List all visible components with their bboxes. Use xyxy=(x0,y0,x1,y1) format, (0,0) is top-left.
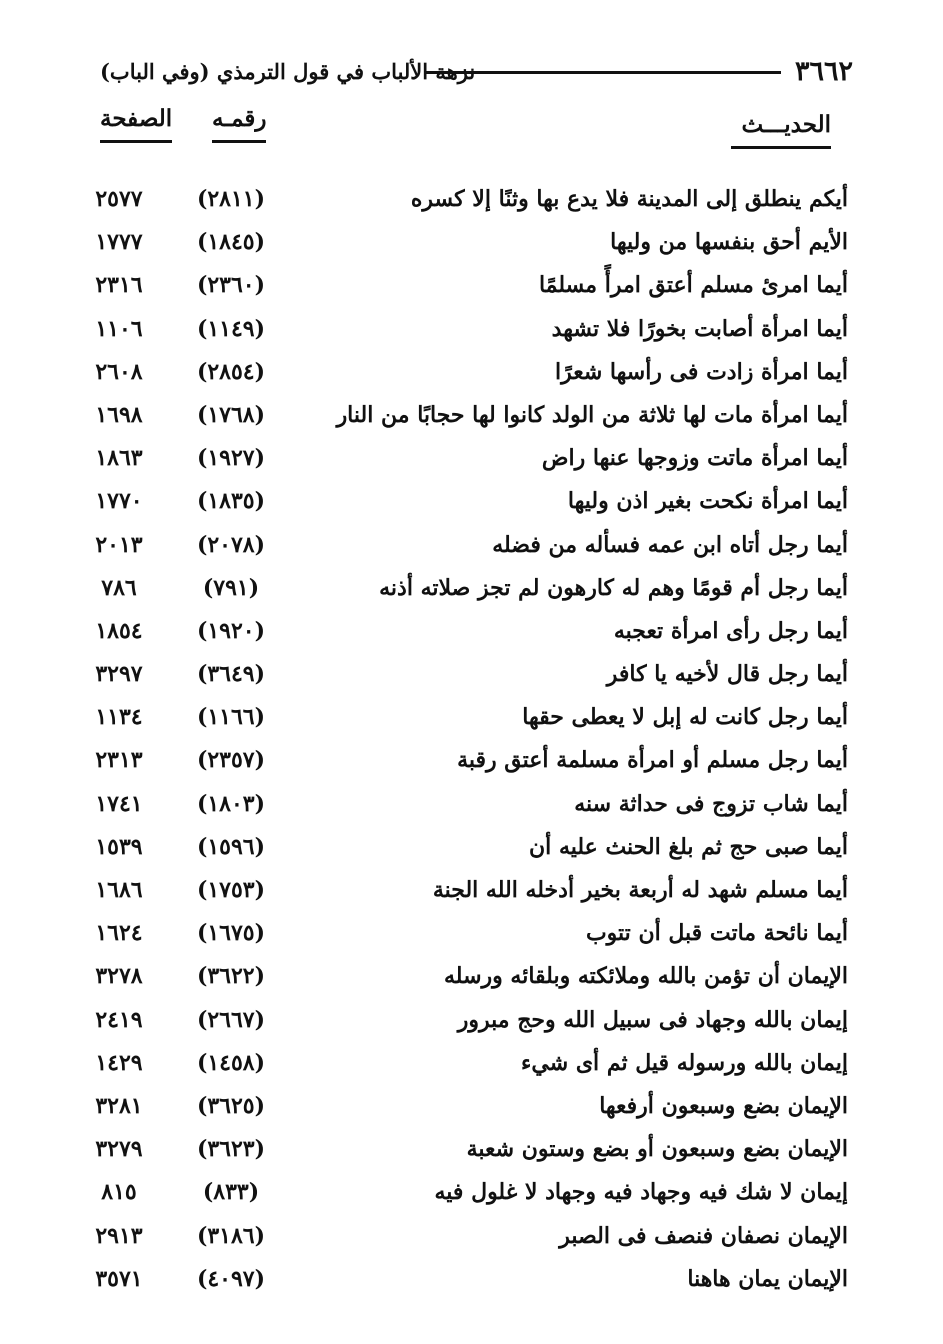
hadith-text: الإيمان بضع وسبعون أرفعها xyxy=(599,1092,848,1119)
hadith-number: (٢٣٥٧) xyxy=(196,747,266,774)
page-reference: ١٦٢٤ xyxy=(95,920,143,947)
index-entries xyxy=(0,178,943,1301)
page-reference: ٢٣١٣ xyxy=(95,747,143,774)
index-entry xyxy=(0,653,943,696)
hadith-text: أيما امرأة أصابت بخورًا فلا تشهد xyxy=(551,315,848,342)
hadith-number: (٨٣٣) xyxy=(202,1179,260,1206)
hadith-number: (٢٨٥٤) xyxy=(196,358,266,385)
page-number: ٣٦٦٢ xyxy=(794,56,853,87)
hadith-number: (٢٣٦٠) xyxy=(196,272,266,299)
header-rule xyxy=(425,71,781,74)
hadith-number: (٤٠٩٧) xyxy=(196,1265,266,1292)
hadith-number: (١٧٥٣) xyxy=(196,877,266,903)
page-reference: ٣٢٩٧ xyxy=(95,661,143,688)
page-reference: ٢٠١٣ xyxy=(95,531,143,558)
hadith-text: الإيمان بضع وسبعون أو بضع وستون شعبة xyxy=(466,1136,848,1163)
hadith-text: الأيم أحق بنفسها من وليها xyxy=(610,229,848,256)
page-reference: ١٤٢٩ xyxy=(95,1049,143,1076)
index-entry xyxy=(0,524,943,567)
page-reference: ١٥٣٩ xyxy=(95,833,143,860)
index-entry xyxy=(0,999,943,1042)
page-reference: ٣٢٧٨ xyxy=(95,963,143,990)
hadith-number: (٣٦٢٥) xyxy=(196,1092,266,1119)
page-reference: ١٦٨٦ xyxy=(95,877,143,903)
page-reference: ١٨٦٣ xyxy=(95,445,143,472)
index-entry xyxy=(0,912,943,955)
index-entry xyxy=(0,437,943,480)
page-reference: ٢٥٧٧ xyxy=(95,186,143,212)
hadith-number: (١٧٦٨) xyxy=(196,401,266,428)
index-entry xyxy=(0,480,943,523)
index-entry xyxy=(0,351,943,394)
hadith-text: الإيمان نصفان فنصف فى الصبر xyxy=(559,1222,848,1249)
hadith-text: أيكم ينطلق إلى المدينة فلا يدع بها وثنًا إلا كسره xyxy=(410,186,848,212)
index-entry xyxy=(0,696,943,739)
hadith-text: أيما شاب تزوج فى حداثة سنه xyxy=(574,790,848,817)
page-reference: ٢٩١٣ xyxy=(95,1222,143,1249)
hadith-number: (١٤٥٨) xyxy=(196,1049,266,1076)
page-reference: ٧٨٦ xyxy=(101,574,137,601)
index-entry xyxy=(0,1085,943,1128)
hadith-text: أيما امرأة ماتت وزوجها عنها راض xyxy=(541,445,848,472)
hadith-text: أيما رجل أم قومًا وهم له كارهون لم تجز صلاته أذنه xyxy=(379,574,848,601)
page-reference: ٨١٥ xyxy=(101,1179,137,1206)
hadith-text: أيما رجل أتاه ابن عمه فسأله من فضله xyxy=(492,531,848,558)
hadith-text: إيمان بالله ورسوله قيل ثم أى شيء xyxy=(521,1049,848,1076)
hadith-number: (١٨٣٥) xyxy=(196,488,266,515)
index-entry xyxy=(0,610,943,653)
hadith-number: (٢٠٧٨) xyxy=(196,531,266,558)
hadith-number: (٢٨١١) xyxy=(196,186,266,212)
index-entry xyxy=(0,221,943,264)
index-entry xyxy=(0,264,943,307)
page-reference: ١٨٥٤ xyxy=(95,617,143,644)
index-entry xyxy=(0,869,943,912)
page-reference: ١٧٧٧ xyxy=(95,229,143,256)
page-reference: ١٦٩٨ xyxy=(95,401,143,428)
hadith-text: أيما امرأة نكحت بغير اذن وليها xyxy=(567,488,848,515)
index-entry xyxy=(0,1128,943,1171)
index-entry xyxy=(0,308,943,351)
index-entry xyxy=(0,1042,943,1085)
hadith-number: (١١٤٩) xyxy=(196,315,266,342)
book-title: نزهة الألباب في قول الترمذي (وفي الباب) xyxy=(100,59,476,84)
hadith-text: أيما رجل قال لأخيه يا كافر xyxy=(606,661,848,688)
hadith-text: الإيمان أن تؤمن بالله وملائكته وبلقائه ورسله xyxy=(444,963,848,990)
index-entry xyxy=(0,394,943,437)
hadith-text: أيما رجل مسلم أو امرأة مسلمة أعتق رقبة xyxy=(457,747,848,774)
hadith-number: (١٩٢٠) xyxy=(196,617,266,644)
hadith-number: (٣٦٢٢) xyxy=(196,963,266,990)
hadith-number: (٣١٨٦) xyxy=(196,1222,266,1249)
hadith-text: أيما نائحة ماتت قبل أن تتوب xyxy=(585,920,848,947)
column-heading-number: رقمـه xyxy=(212,104,266,143)
page-reference: ٣٥٧١ xyxy=(95,1265,143,1292)
hadith-text: أيما امرأة مات لها ثلاثة من الولد كانوا لها حجابًا من النار xyxy=(336,401,848,428)
index-entry xyxy=(0,783,943,826)
page-reference: ٢٤١٩ xyxy=(95,1006,143,1033)
hadith-number: (١٥٩٦) xyxy=(196,833,266,860)
page-reference: ١١٠٦ xyxy=(95,315,143,342)
hadith-text: أيما امرأة زادت فى رأسها شعرًا xyxy=(554,358,848,385)
hadith-number: (١٦٧٥) xyxy=(196,920,266,947)
index-entry xyxy=(0,826,943,869)
index-entry xyxy=(0,567,943,610)
hadith-text: إيمان لا شك فيه وجهاد فيه وجهاد لا غلول فيه xyxy=(434,1179,848,1206)
page-reference: ١٧٤١ xyxy=(95,790,143,817)
page-reference: ٣٢٧٩ xyxy=(95,1136,143,1163)
page-reference: ١١٣٤ xyxy=(95,704,143,731)
index-entry xyxy=(0,1171,943,1214)
hadith-number: (٣٦٤٩) xyxy=(196,661,266,688)
index-entry xyxy=(0,955,943,998)
hadith-text: أيما رجل كانت له إبل لا يعطى حقها xyxy=(522,704,848,731)
hadith-text: الإيمان يمان هاهنا xyxy=(687,1265,848,1292)
hadith-text: إيمان بالله وجهاد فى سبيل الله وحج مبرور xyxy=(457,1006,848,1033)
page-reference: ٢٣١٦ xyxy=(95,272,143,299)
index-entry xyxy=(0,739,943,782)
index-entry xyxy=(0,178,943,221)
index-entry xyxy=(0,1215,943,1258)
column-heading-hadith: الحديـــث xyxy=(731,110,831,149)
hadith-number: (٧٩١) xyxy=(202,574,260,601)
hadith-text: أيما امرئ مسلم أعتق امرأً مسلمًا xyxy=(538,272,848,299)
hadith-text: أيما رجل رأى امرأة تعجبه xyxy=(613,617,848,644)
hadith-text: أيما صبى حج ثم بلغ الحنث عليه أن xyxy=(529,833,848,860)
index-entry xyxy=(0,1258,943,1301)
page-reference: ١٧٧٠ xyxy=(95,488,143,515)
hadith-number: (١١٦٦) xyxy=(196,704,266,731)
page-reference: ٣٢٨١ xyxy=(95,1092,143,1119)
hadith-number: (١٩٢٧) xyxy=(196,445,266,472)
hadith-number: (٢٦٦٧) xyxy=(196,1006,266,1033)
hadith-number: (١٨٤٥) xyxy=(196,229,266,256)
hadith-number: (٣٦٢٣) xyxy=(196,1136,266,1163)
hadith-number: (١٨٠٣) xyxy=(196,790,266,817)
page-reference: ٢٦٠٨ xyxy=(95,358,143,385)
running-header xyxy=(100,52,853,92)
hadith-text: أيما مسلم شهد له أربعة بخير أدخله الله الجنة xyxy=(432,877,848,903)
column-heading-page: الصفحة xyxy=(100,104,172,143)
